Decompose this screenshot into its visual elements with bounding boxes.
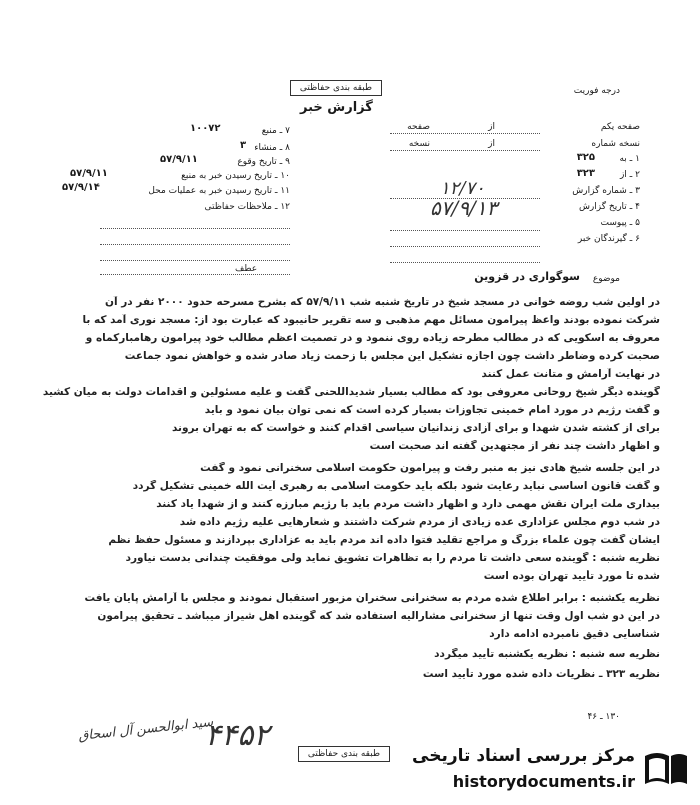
body-line: گوینده دیگر شیخ روحانی معروفی بود که مطالب بسیار شدیداللحنی گفت و علیه مسئولین و اقدامات دولت به میان کشید: [42, 386, 660, 398]
classification-top-text: طبقه بندی حفاظتی: [299, 83, 373, 93]
archive-logo: [395, 738, 695, 800]
handwritten-number: ۴۴۵۲: [205, 718, 270, 753]
field-origin: ۸ ـ منشاء: [254, 143, 290, 153]
body-line: در این دو شب اول وقت تنها از سخنرانی مشارالیه استفاده شد که گوینده اهل شیراز میباشد ـ تحقیق پیرامون: [97, 610, 660, 622]
field-attachment: ۵ ـ پیوست: [600, 218, 640, 228]
field-received-source: ۱۰ ـ تاریخ رسیدن خبر به منبع: [181, 171, 290, 181]
archive-emblem-icon: [641, 744, 691, 794]
body-line: در این جلسه شیخ هادی نیز به منبر رفت و پیرامون حکومت اسلامی سخنرانی نمود و گفت: [200, 462, 660, 474]
body-line: معروف به اسکویی که در مطالب مطرحه زیاده روی ننمود و در تصمیت اعظم مطالب خود پیرامون رهامبارکماه و: [85, 332, 660, 344]
handwritten-note: سید ابوالحسن آل اسحاق: [77, 714, 214, 745]
logo-title: مرکز بررسی اسناد تاریخی: [412, 746, 635, 766]
body-line: در نهایت آرامش و متانت عمل کنند: [481, 368, 660, 380]
field-page: صفحه یکم: [600, 122, 640, 132]
body-line: نظریه یکشنبه : برابر اطلاع شده مردم به سخنرانی سخنران مزبور استقبال نمودند و مجلس با آرامش پایان یافت: [84, 592, 660, 604]
field-received-ops: ۱۱ ـ تاریخ رسیدن خبر به عملیات محل: [148, 186, 290, 196]
subject-value: سوگواری در قزوین: [474, 270, 580, 283]
field-copy-end: نسخه: [408, 139, 430, 149]
body-line: برای از کشته شدن شهدا و برای آزادی زندانیان سیاسی اقدام کنند و خواست که به تهران بروند: [171, 422, 660, 434]
body-line: صحبت کرده وضاطر داشت چون اجازه تشکیل این مجلس با زحمت زیاد صادر شده و خواهش نمود جماعت: [124, 350, 660, 362]
field-occurrence-date: ۹ ـ تاریخ وقوع: [237, 157, 290, 167]
field-report-no: ۳ ـ شماره گزارش: [572, 186, 640, 196]
field-report-no-value: ۱۲/۷۰: [440, 178, 485, 199]
body-line: نظریه شنبه : گوینده سعی داشت تا مردم را به تظاهرات تشویق نماید ولی موفقیت چندانی بدست نیاورد: [125, 552, 660, 564]
body-line: بیداری ملت ایران نقش مهمی دارد و اظهار داشت مردم باید با رژیم مبارزه کنند و از شهدا یاد کنند: [156, 498, 660, 510]
field-source: ۷ ـ منبع: [261, 126, 290, 136]
body-line: و گفت قانون اساسی نباید رعایت شود بلکه باید حکومت اسلامی به رهبری آیت الله خمینی تشکیل گردد: [132, 480, 660, 492]
field-report-date: ۴ ـ تاریخ گزارش: [578, 202, 640, 212]
classification-bottom-text: طبقه بندی حفاظتی: [307, 749, 381, 759]
urgency-label: درجه فوریت: [573, 86, 620, 96]
body-line: ایشان گفت چون علماء بزرگ و مراجع تقلید فتوا داده اند مردم باید به عزاداری بپردازند و مسئول حفظ نظم: [108, 534, 660, 546]
field-received-source-value: ۵۷/۹/۱۱: [70, 168, 108, 179]
body-line: در شب دوم مجلس عزاداری عده زیادی از مردم شرکت داشتند و شعارهایی علیه رژیم داده شد: [179, 516, 660, 528]
body-line: شده تا مورد تأیید تهران بوده است: [483, 570, 660, 582]
report-title: گزارش خبر: [300, 100, 373, 115]
subject-label: موضوع: [592, 274, 620, 284]
field-source-value: ۱۰۰۷۲: [190, 123, 221, 134]
field-recipients: ۶ ـ گیرندگان خبر: [577, 234, 640, 244]
page-number: ۱۳۰ ـ ۴۶: [587, 712, 620, 722]
body-line: در اولین شب روضه خوانی در مسجد شیخ در تاریخ شنبه شب ۵۷/۹/۱۱ که بشرح مسرحه حدود ۲۰۰۰ نفر در آن: [104, 296, 660, 308]
field-from-value: ۳۲۳: [576, 168, 595, 179]
body-line: و اظهار داشت چند نفر از مجتهدین گفته اند صحبت است: [369, 440, 660, 452]
field-from: ۲ ـ از: [619, 170, 640, 180]
field-report-date-value: ۵۷/۹/۱۳: [430, 196, 498, 220]
body-line: و گفت رژیم در مورد امام خمینی تجاوزات بسیار کرده است که نمی توان بیان نمود و باید: [204, 404, 660, 416]
field-occurrence-date-value: ۵۷/۹/۱۱: [160, 154, 198, 165]
field-page-mid: از: [488, 122, 495, 132]
field-origin-value: ۳: [240, 140, 247, 151]
field-to: ۱ ـ به: [619, 154, 640, 164]
field-security-notes: ۱۲ ـ ملاحظات حفاظتی: [204, 202, 290, 212]
reference-label: عطف: [235, 264, 258, 274]
field-copy-mid: از: [488, 139, 495, 149]
field-to-value: ۳۲۵: [576, 152, 595, 163]
body-line: نظریه سه شنبه : نظریه یکشنبه تأیید میگردد: [434, 648, 660, 660]
field-page-end: صفحه: [407, 122, 430, 132]
logo-url: historydocuments.ir: [452, 772, 635, 791]
body-line: شرکت نموده بودند واعظ پیرامون مسائل مهم مذهبی و سه تقریر حانیبود که عبارت بود از: مسجد نوری آمد که با: [82, 314, 660, 326]
body-line: نظریه ۳۲۳ ـ نظریات داده شده مورد تأیید است: [422, 668, 660, 680]
classification-box-bottom: [298, 746, 390, 762]
classification-box-top: [290, 80, 382, 96]
field-copy: نسخه شماره: [591, 139, 640, 149]
field-received-ops-value: ۵۷/۹/۱۴: [62, 182, 100, 193]
body-line: شناسایی دقیق نامبرده ادامه دارد: [489, 628, 660, 640]
